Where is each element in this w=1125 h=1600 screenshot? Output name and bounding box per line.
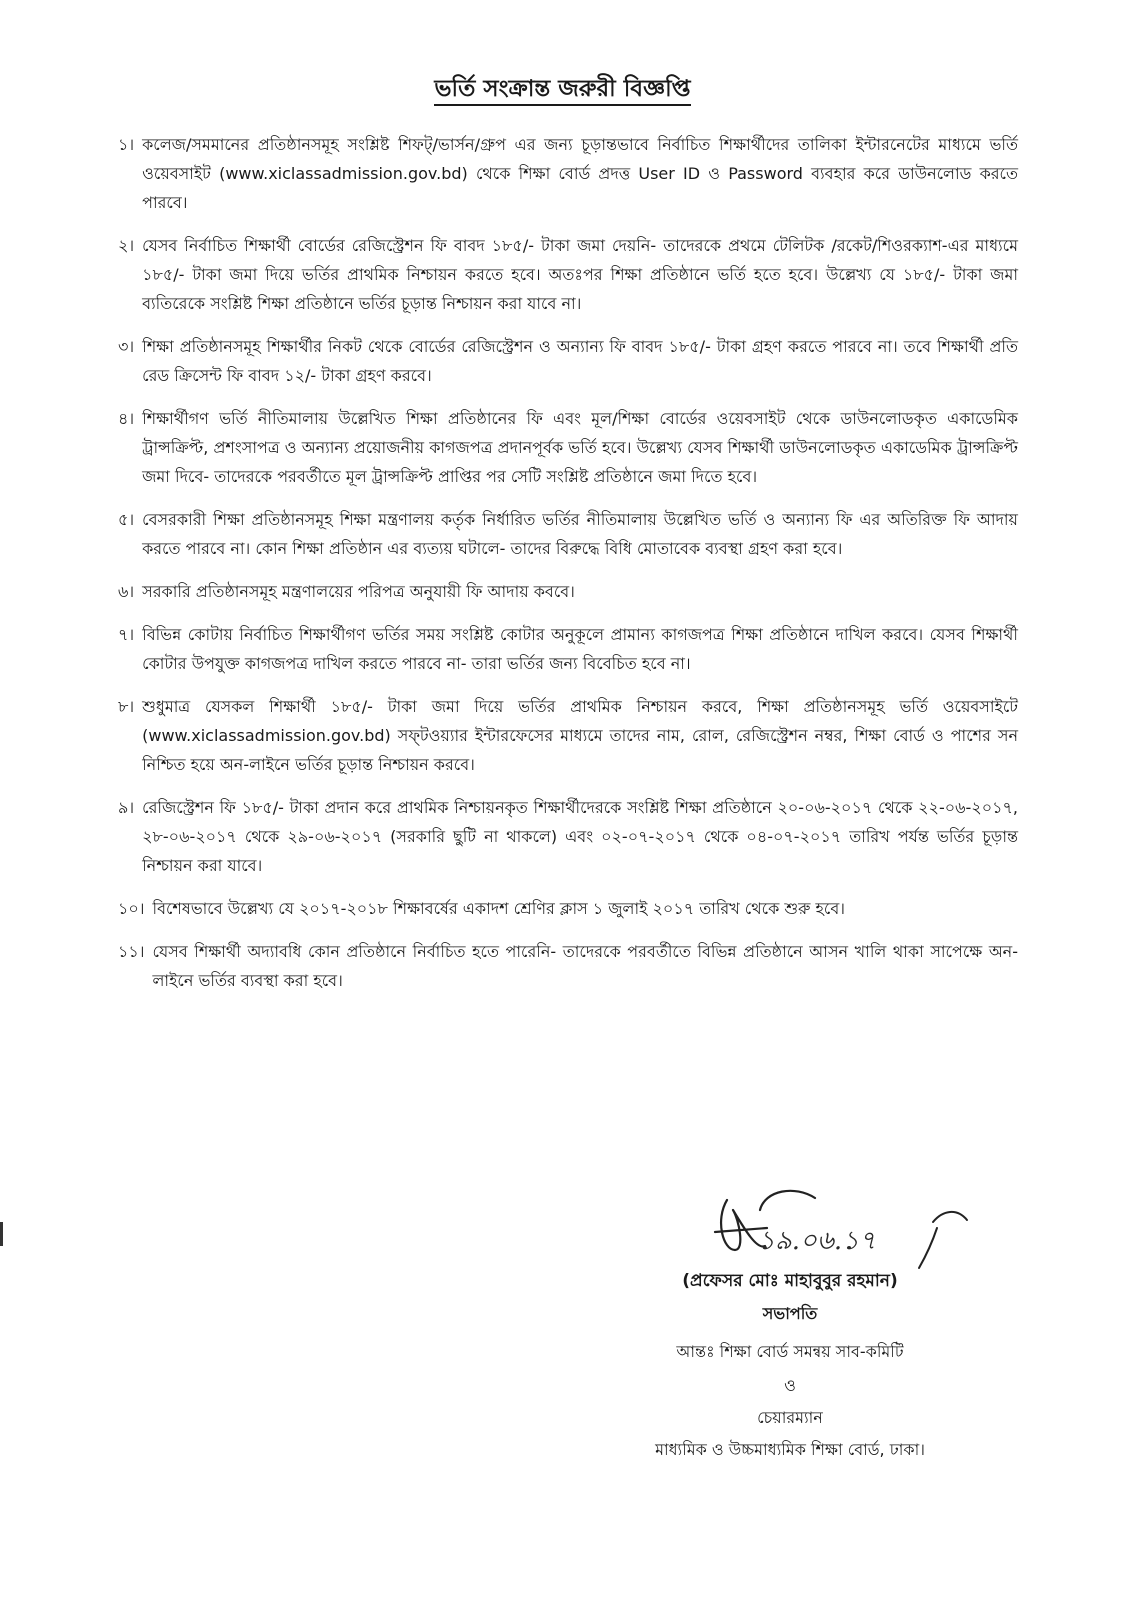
notice-item-text: বেসরকারী শিক্ষা প্রতিষ্ঠানসমূহ শিক্ষা মন্ত্রণালয় কর্তৃক নির্ধারিত ভর্তির নীতিমালায় উল্লেখিত ভর্তি ও অন্যান্য ফি এর অতিরিক্ত ফি আদায় করতে পারবে না। কোন শিক্ষা প্রতিষ্ঠান এর ব্যত্যয় ঘটালে- তাদের বিরুদ্ধে বিধি মোতাবেক ব্যবস্থা গ্রহণ করা হবে। — [142, 510, 1018, 558]
scan-edge-mark — [0, 1222, 3, 1246]
notice-item — [118, 937, 1018, 995]
notice-item — [118, 620, 1018, 678]
notice-item-number: ১০। — [118, 899, 145, 918]
notice-item-text: বিশেষভাবে উল্লেখ্য যে ২০১৭-২০১৮ শিক্ষাবর্ষের একাদশ শ্রেণির ক্লাস ১ জুলাই ২০১৭ তারিখ থেকে শুরু হবে। — [152, 899, 845, 918]
notice-item-text: শিক্ষা প্রতিষ্ঠানসমূহ শিক্ষার্থীর নিকট থেকে বোর্ডের রেজিস্ট্রেশন ও অন্যান্য ফি বাবদ ১৮৫/- টাকা গ্রহণ করতে পারবে না। তবে শিক্ষার্থী প্রতি রেড ক্রিসেন্ট ফি বাবদ ১২/- টাকা গ্রহণ করবে। — [142, 337, 1018, 385]
notice-item-number: ৩। — [118, 337, 135, 356]
signatory-board: মাধ্যমিক ও উচ্চমাধ্যমিক শিক্ষা বোর্ড, ঢাকা। — [655, 1440, 925, 1459]
notice-item-number: ৭। — [118, 625, 135, 644]
notice-item-text: কলেজ/সমমানের প্রতিষ্ঠানসমূহ সংশ্লিষ্ট শিফট্/ভার্সন/গ্রুপ এর জন্য চূড়ান্তভাবে নির্বাচিত শিক্ষার্থীদের তালিকা ইন্টারনেটের মাধ্যমে ভর্তি ওয়েবসাইট (www.xiclassadmission.gov.bd) থেকে শিক্ষা বোর্ড প্রদত্ত User ID ও Password ব্যবহার করে ডাউনলোড করতে পারবে। — [142, 135, 1018, 212]
notice-item-text: রেজিস্ট্রেশন ফি ১৮৫/- টাকা প্রদান করে প্রাথমিক নিশ্চায়নকৃত শিক্ষার্থীদেরকে সংশ্লিষ্ট শিক্ষা প্রতিষ্ঠানে ২০-০৬-২০১৭ থেকে ২২-০৬-২০১৭, ২৮-০৬-২০১৭ থেকে ২৯-০৬-২০১৭ (সরকারি ছুটি না থাকলে) এবং ০২-০৭-২০১৭ থেকে ০৪-০৭-২০১৭ তারিখ পর্যন্ত ভর্তির চূড়ান্ত নিশ্চায়ন করা যাবে। — [142, 798, 1018, 875]
notice-item-text: যেসব নির্বাচিত শিক্ষার্থী বোর্ডের রেজিস্ট্রেশন ফি বাবদ ১৮৫/- টাকা জমা দেয়নি- তাদেরকে প্রথমে টেলিটক /রকেট/শিওরক্যাশ-এর মাধ্যমে ১৮৫/- টাকা জমা দিয়ে ভর্তির প্রাথমিক নিশ্চায়ন করতে হবে। অতঃপর শিক্ষা প্রতিষ্ঠানে ভর্তি হতে হবে। উল্লেখ্য যে ১৮৫/- টাকা জমা ব্যতিরেকে সংশ্লিষ্ট শিক্ষা প্রতিষ্ঠানে ভর্তির চূড়ান্ত নিশ্চায়ন করা যাবে না। — [142, 236, 1018, 313]
notice-item-text: শুধুমাত্র যেসকল শিক্ষার্থী ১৮৫/- টাকা জমা দিয়ে ভর্তির প্রাথমিক নিশ্চায়ন করবে, শিক্ষা প্রতিষ্ঠানসমূহ ভর্তি ওয়েবসাইটে (www.xiclassadmission.gov.bd) সফ্‌টওয়্যার ইন্টারফেসের মাধ্যমে তাদের নাম, রোল, রেজিস্ট্রেশন নম্বর, শিক্ষা বোর্ড ও পাশের সন নিশ্চিত হয়ে অন-লাইনে ভর্তির চূড়ান্ত নিশ্চায়ন করবে। — [142, 697, 1018, 774]
notice-item — [118, 577, 1018, 606]
notice-item-text: যেসব শিক্ষার্থী অদ্যাবধি কোন প্রতিষ্ঠানে নির্বাচিত হতে পারেনি- তাদেরকে পরবর্তীতে বিভিন্ন প্রতিষ্ঠানে আসন খালি থাকা সাপেক্ষে অন-লাইনে ভর্তির ব্যবস্থা করা হবে। — [152, 942, 1018, 990]
notice-item-number: ৬। — [118, 582, 135, 601]
notice-item — [118, 894, 1018, 923]
notice-title-text: ভর্তি সংক্রান্ত জরুরী বিজ্ঞপ্তি — [434, 76, 690, 106]
notice-item-text: বিভিন্ন কোটায় নির্বাচিত শিক্ষার্থীগণ ভর্তির সময় সংশ্লিষ্ট কোটার অনুকূলে প্রামান্য কাগজপত্র শিক্ষা প্রতিষ্ঠানে দাখিল করবে। যেসব শিক্ষার্থী কোটার উপযুক্ত কাগজপত্র দাখিল করতে পারবে না- তারা ভর্তির জন্য বিবেচিত হবে না। — [142, 625, 1018, 673]
notice-item — [118, 231, 1018, 318]
signatory-role: চেয়ারম্যান — [757, 1408, 823, 1427]
notice-item-number: ১১। — [118, 942, 145, 961]
notice-item-number: ১। — [118, 135, 135, 154]
notice-item — [118, 130, 1018, 217]
notice-item-number: ৮। — [118, 697, 135, 716]
notice-item — [118, 404, 1018, 491]
signature-date: ১৯.০৬.১৭ — [758, 1226, 876, 1256]
notice-items-list — [118, 130, 1018, 1009]
signatory-designation: সভাপতি — [762, 1304, 818, 1323]
notice-item-number: ৫। — [118, 510, 135, 529]
notice-item-number: ৪। — [118, 409, 135, 428]
notice-item-number: ২। — [118, 236, 135, 255]
notice-item — [118, 332, 1018, 390]
signatory-name: (প্রফেসর মোঃ মাহাবুবুর রহমান) — [682, 1271, 898, 1291]
signatory-conjunction: ও — [784, 1376, 796, 1395]
notice-item — [118, 793, 1018, 880]
notice-item-text: সরকারি প্রতিষ্ঠানসমূহ মন্ত্রণালয়ের পরিপত্র অনুযায়ী ফি আদায় কববে। — [142, 582, 575, 601]
notice-item — [118, 692, 1018, 779]
notice-title — [0, 70, 1125, 109]
signatory-committee: আন্তঃ শিক্ষা বোর্ড সমন্বয় সাব-কমিটি — [676, 1342, 904, 1361]
notice-item-text: শিক্ষার্থীগণ ভর্তি নীতিমালায় উল্লেখিত শিক্ষা প্রতিষ্ঠানের ফি এবং মূল/শিক্ষা বোর্ডের ওয়েবসাইট থেকে ডাউনলোডকৃত একাডেমিক ট্রান্সক্রিপ্ট, প্রশংসাপত্র ও অন্যান্য প্রয়োজনীয় কাগজপত্র প্রদানপূর্বক ভর্তি হবে। উল্লেখ্য যেসব শিক্ষার্থী ডাউনলোডকৃত একাডেমিক ট্রান্সক্রিপ্ট জমা দিবে- তাদেরকে পরবর্তীতে মূল ট্রান্সক্রিপ্ট প্রাপ্তির পর সেটি সংশ্লিষ্ট প্রতিষ্ঠানে জমা দিতে হবে। — [142, 409, 1018, 486]
notice-item — [118, 505, 1018, 563]
notice-item-number: ৯। — [118, 798, 135, 817]
